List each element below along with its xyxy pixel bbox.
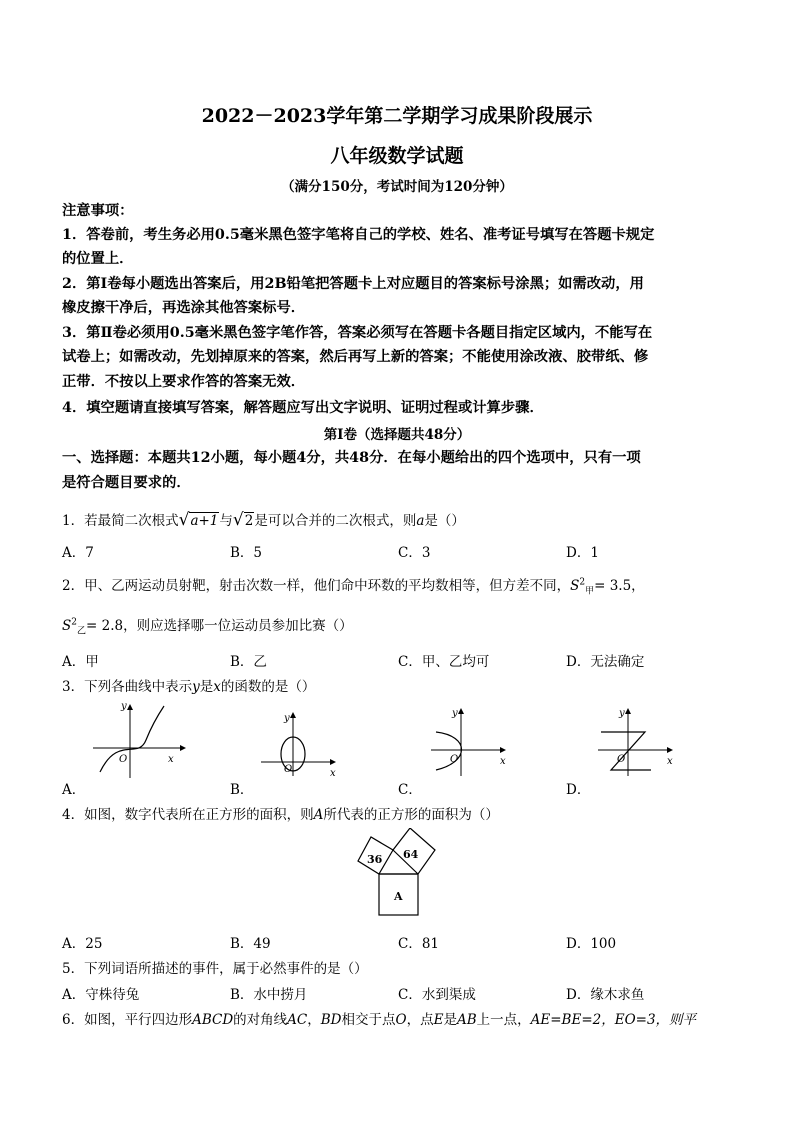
graph-b xyxy=(258,708,343,778)
origin-label: O xyxy=(119,754,128,765)
option-d: D． xyxy=(566,782,591,798)
option-c: C． xyxy=(398,782,422,798)
q6-text: 是 xyxy=(443,1012,457,1028)
q3-var-y: y xyxy=(192,679,200,695)
q1-radicand2: 2 xyxy=(244,513,254,529)
note-line: 3．第Ⅱ卷必须用0.5毫米黑色签字笔作答，答案必须写在答题卡各题目指定区域内，不能写在 xyxy=(62,325,653,341)
q2-sup: 2 xyxy=(579,577,586,588)
q2-s: S xyxy=(570,578,580,594)
section-intro: 一、选择题：本题共12小题，每小题4分，共48分．在每小题给出的四个选项中，只有一项 xyxy=(62,450,641,466)
q4-suffix: 所代表的正方形的面积为（） xyxy=(323,807,499,823)
graph-c xyxy=(428,704,513,778)
option-a: A．7 xyxy=(62,545,94,561)
q3-prefix: 3．下列各曲线中表示 xyxy=(62,679,193,695)
q6-eq: AE=BE=2，EO=3，则平 xyxy=(530,1012,697,1028)
q4-figure xyxy=(355,828,445,923)
origin-label: O xyxy=(284,764,293,775)
q1-prefix: 1．若最简二次根式 xyxy=(62,513,179,529)
note-line: 的位置上． xyxy=(62,251,134,267)
origin-label: O xyxy=(617,754,626,765)
option-b: B．5 xyxy=(230,545,263,561)
option-a: A．甲 xyxy=(62,654,99,670)
question-2 xyxy=(62,574,645,597)
graph-a xyxy=(88,700,193,780)
q2-sub-yi: 乙 xyxy=(76,626,86,637)
q1-suffix: 是可以合并的二次根式，则 xyxy=(254,513,417,529)
option-c: C．3 xyxy=(398,545,431,561)
exam-subtitle: 八年级数学试题 xyxy=(330,145,464,167)
q2-s: S xyxy=(62,618,72,634)
square-a-label: A xyxy=(394,890,403,903)
note-line: 试卷上；如需改动，先划掉原来的答案，然后再写上新的答案；不能使用涂改液、胶带纸、修 xyxy=(62,349,649,365)
q2-val-yi: = 2.8，则应选择哪一位运动员参加比赛（） xyxy=(86,618,353,634)
option-b: B．水中捞月 xyxy=(230,987,308,1003)
q2-val-jia: = 3.5， xyxy=(594,578,645,594)
graph-d xyxy=(595,704,680,778)
q6-text: ，点 xyxy=(406,1012,434,1028)
question-3 xyxy=(62,675,315,695)
origin-label: O xyxy=(450,754,459,765)
note-line: 正带．不按以上要求作答的答案无效． xyxy=(62,374,306,390)
q2-text: 2．甲、乙两运动员射靶，射击次数一样，他们命中环数的平均数相等，但方差不同， xyxy=(62,578,571,594)
option-d: D．无法确定 xyxy=(566,654,645,670)
q1-suffix: 是（） xyxy=(424,513,465,529)
sqrt-sign: √ xyxy=(178,510,190,530)
q6-text: 相交于点 xyxy=(341,1012,396,1028)
exam-title: 2022－2023学年第二学期学习成果阶段展示 xyxy=(201,105,593,127)
q1-radicand1: a+1 xyxy=(190,513,219,529)
q6-var: BD xyxy=(320,1012,342,1028)
q1-var: a xyxy=(416,513,425,529)
question-1 xyxy=(62,509,465,530)
option-c: C．水到渠成 xyxy=(398,987,476,1003)
notes-heading: 注意事项： xyxy=(62,203,134,219)
axis-y-label: y xyxy=(284,713,290,724)
option-c: C．甲、乙均可 xyxy=(398,654,490,670)
score-info: （满分150分，考试时间为120分钟） xyxy=(281,179,513,195)
option-a: A． xyxy=(62,782,86,798)
option-b: B．乙 xyxy=(230,654,267,670)
q4-var: A xyxy=(313,807,324,823)
option-a: A．25 xyxy=(62,936,103,952)
axis-y-label: y xyxy=(452,708,458,719)
q2-sub-jia: 甲 xyxy=(585,586,595,597)
q6-var: AB xyxy=(456,1012,477,1028)
q3-mid: 是 xyxy=(199,679,214,695)
note-line: 橡皮擦干净后，再选涂其他答案标号． xyxy=(62,300,306,316)
option-a: A．守株待兔 xyxy=(62,987,140,1003)
axis-y-label: y xyxy=(121,701,127,712)
question-6 xyxy=(62,1008,696,1028)
option-d: D．100 xyxy=(566,936,617,952)
q6-var: ABCD xyxy=(192,1012,234,1028)
note-line: 1．答卷前，考生务必用0.5毫米黑色签字笔将自己的学校、姓名、准考证号填写在答题卡规定 xyxy=(62,227,655,243)
sqrt-sign: √ xyxy=(232,510,244,530)
axis-x-label: x xyxy=(330,768,336,778)
q6-text: 的对角线 xyxy=(233,1012,288,1028)
option-d: D．1 xyxy=(566,545,599,561)
square-36-label: 36 xyxy=(367,853,383,866)
q6-var: E xyxy=(433,1012,444,1028)
q6-text: 6．如图，平行四边形 xyxy=(62,1012,193,1028)
question-5: 5．下列词语所描述的事件，属于必然事件的是（） xyxy=(62,961,368,977)
option-b: B．49 xyxy=(230,936,271,952)
note-line: 4．填空题请直接填写答案，解答题应写出文字说明、证明过程或计算步骤． xyxy=(62,400,544,416)
section-title: 第Ⅰ卷（选择题共48分） xyxy=(323,427,471,443)
question-4 xyxy=(62,803,499,823)
option-d: D．缘木求鱼 xyxy=(566,987,645,1003)
q6-text: ， xyxy=(307,1012,321,1028)
question-2-cont xyxy=(62,614,353,637)
q6-var: AC xyxy=(287,1012,308,1028)
axis-x-label: x xyxy=(500,756,506,767)
q3-var-x: x xyxy=(213,679,221,695)
q4-prefix: 4．如图，数字代表所在正方形的面积，则 xyxy=(62,807,314,823)
q6-var: O xyxy=(395,1012,407,1028)
q1-mid: 与 xyxy=(219,513,233,529)
axis-y-label: y xyxy=(619,708,625,719)
note-line: 2．第Ⅰ卷每小题选出答案后，用2B铅笔把答题卡上对应题目的答案标号涂黑；如需改动，用 xyxy=(62,276,644,292)
option-c: C．81 xyxy=(398,936,440,952)
q2-sup: 2 xyxy=(71,617,77,628)
square-64-label: 64 xyxy=(403,848,419,861)
q6-text: 上一点， xyxy=(476,1012,531,1028)
axis-x-label: x xyxy=(168,754,174,765)
q3-suffix: 的函数的是（） xyxy=(220,679,316,695)
axis-x-label: x xyxy=(667,756,673,767)
option-b: B． xyxy=(230,782,254,798)
section-intro: 是符合题目要求的． xyxy=(62,475,191,491)
